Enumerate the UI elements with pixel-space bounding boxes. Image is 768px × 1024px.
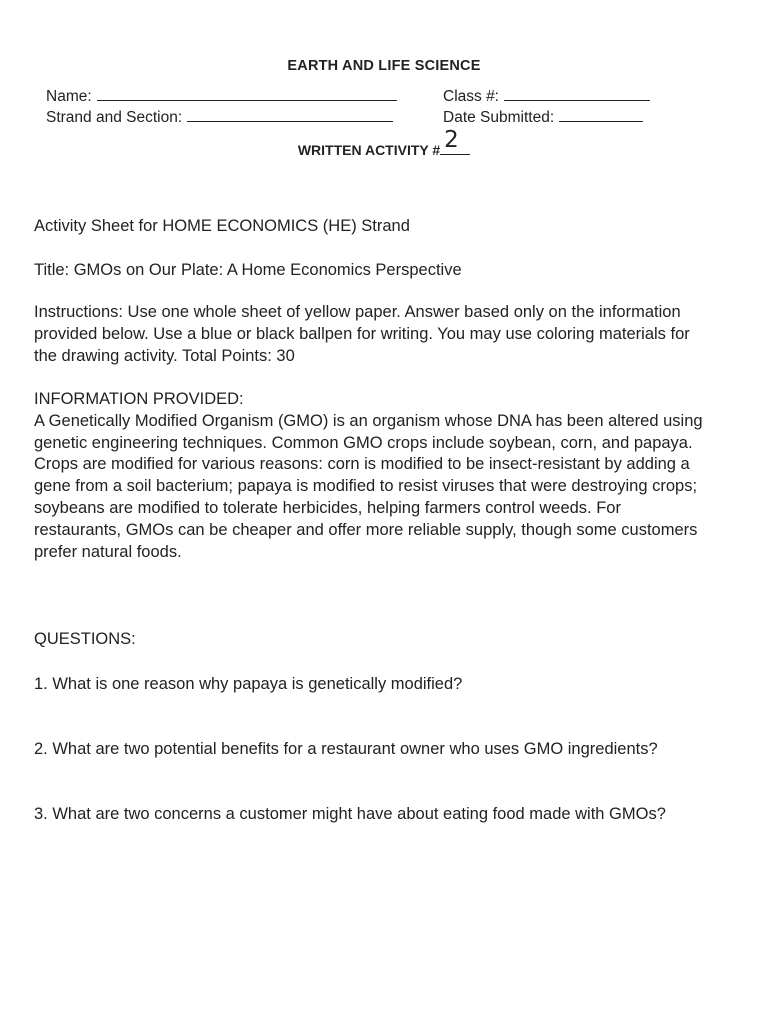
instructions-line: provided below. Use a blue or black ballpen for writing. You may use coloring materials for [34,324,690,343]
question-item: 1. What is one reason why papaya is genetically modified? [34,675,463,693]
worksheet-title: Title: GMOs on Our Plate: A Home Economics Perspective [34,261,462,279]
information-line: restaurants, GMOs can be cheaper and offer more reliable supply, though some customers [34,520,698,539]
class-label: Class #: [443,88,499,105]
activity-number: 2 [444,127,459,153]
questions-heading: QUESTIONS: [34,630,136,648]
information-line: soybeans are modified to tolerate herbicides, helping farmers control weeds. For [34,498,621,517]
date-submitted-blank-line [559,109,643,122]
information-section [34,389,734,563]
date-submitted-label: Date Submitted: [443,109,555,126]
activity-sheet-line: Activity Sheet for HOME ECONOMICS (HE) Strand [34,217,410,235]
strand-section-field [46,109,393,127]
information-line: Crops are modified for various reasons: corn is modified to be insect-resistant by adding a [34,455,690,474]
question-item: 3. What are two concerns a customer might have about eating food made with GMOs? [34,805,666,823]
written-activity-heading [0,127,768,158]
document-title: EARTH AND LIFE SCIENCE [287,58,481,74]
information-line: gene from a soil bacterium; papaya is modified to resist viruses that were destroying crops; [34,477,698,496]
name-blank-line [97,88,397,101]
question-item: 2. What are two potential benefits for a restaurant owner who uses GMO ingredients? [34,740,658,758]
information-heading: INFORMATION PROVIDED: [34,390,244,408]
information-line: genetic engineering techniques. Common GMO crops include soybean, corn, and papaya. [34,433,693,452]
strand-section-label: Strand and Section: [46,109,183,126]
date-submitted-field [443,109,643,127]
activity-number-slot [440,127,470,155]
instructions-line: Instructions: Use one whole sheet of yellow paper. Answer based only on the information [34,303,681,321]
class-field [443,88,650,106]
written-activity-label: WRITTEN ACTIVITY # [297,142,441,158]
instructions-line: the drawing activity. Total Points: 30 [34,346,295,365]
name-label: Name: [46,88,92,105]
information-line: prefer natural foods. [34,542,182,561]
name-field [46,88,397,106]
information-line: A Genetically Modified Organism (GMO) is an organism whose DNA has been altered using [34,411,703,430]
strand-section-blank-line [187,109,393,122]
instructions-paragraph [34,302,734,367]
class-blank-line [504,88,650,101]
